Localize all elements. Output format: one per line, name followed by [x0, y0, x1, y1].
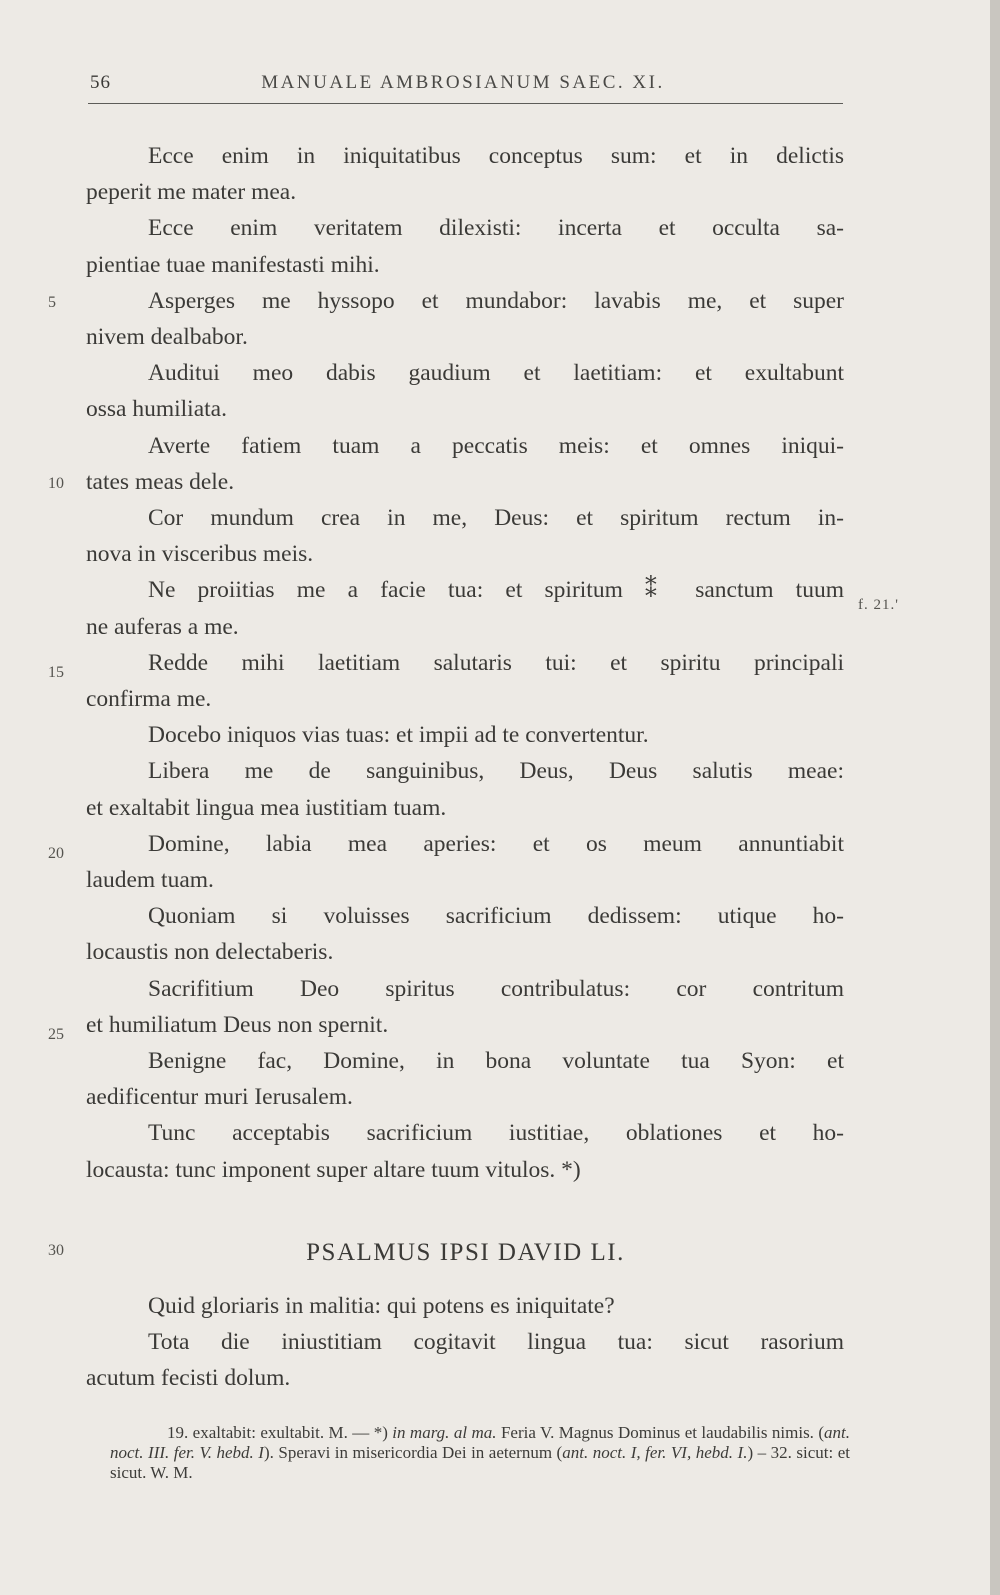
text-line: Tota die iniustitiam cogitavit lingua tua: sicut rasorium — [148, 1329, 844, 1356]
text-line: et exaltabit lingua mea iustitiam tuam. — [86, 794, 447, 821]
verse — [86, 645, 844, 717]
text-line: Libera me de sanguinibus, Deus, Deus salutis meae: — [148, 758, 844, 785]
text-line: Quid gloriaris in malitia: qui potens es iniquitate? — [148, 1293, 615, 1319]
text-line: Benigne fac, Domine, in bona voluntate tua Syon: et — [148, 1048, 844, 1075]
text-line: Tunc acceptabis sacrificium iustitiae, oblationes et ho- — [148, 1120, 844, 1147]
footnote-text: ) – 32. sicut: et sicut. W. M. — [110, 1443, 851, 1482]
footnote — [110, 1423, 850, 1483]
text-line: Sacrifitium Deo spiritus contribulatus: cor contritum — [148, 975, 844, 1002]
verse — [86, 1324, 844, 1396]
verse — [86, 1043, 844, 1115]
verse — [86, 1288, 844, 1324]
line-number: 5 — [48, 294, 56, 311]
line-number: 20 — [48, 845, 64, 862]
text-line: pientiae tuae manifestasti mihi. — [86, 251, 380, 278]
page-edge — [990, 0, 1000, 1595]
text-line: confirma me. — [86, 686, 212, 713]
text-line: et humiliatum Deus non spernit. — [86, 1011, 389, 1038]
text-line: Quoniam si voluisses sacrificium dedissem: utique ho- — [148, 903, 844, 930]
verse — [86, 971, 844, 1043]
text-line: Averte fatiem tuam a peccatis meis: et omnes iniqui- — [148, 432, 844, 459]
folio-margin-note: f. 21.' — [858, 597, 899, 613]
psalm-text-2 — [86, 1288, 844, 1397]
text-line: Ecce enim veritatem dilexisti: incerta et occulta sa- — [148, 215, 844, 242]
text-line: Ecce enim in iniquitatibus conceptus sum: et in delictis — [148, 143, 844, 169]
verse — [86, 428, 844, 500]
verse — [86, 500, 844, 572]
line-number: 25 — [48, 1026, 64, 1043]
text-line: aedificentur muri Ierusalem. — [86, 1084, 353, 1111]
line-number: 10 — [48, 475, 64, 492]
text-line: Auditui meo dabis gaudium et laetitiam: et exultabunt — [148, 360, 844, 387]
verse — [86, 753, 844, 825]
text-line: locausta: tunc imponent super altare tuum vitulos. *) — [86, 1156, 581, 1183]
verse — [86, 1115, 844, 1187]
footnote-italic: in marg. al ma. — [392, 1423, 497, 1442]
verse — [86, 283, 844, 355]
line-number: 15 — [48, 664, 64, 681]
text-line: Ne proiitias me a facie tua: et spiritum ⁑ sanctum tuum — [148, 577, 844, 604]
text-line: Docebo iniquos vias tuas: et impii ad te convertentur. — [148, 722, 649, 749]
verse — [86, 355, 844, 427]
text-line: peperit me mater mea. — [86, 179, 297, 206]
header-rule — [88, 103, 843, 104]
verse — [86, 138, 844, 210]
psalm-text — [86, 138, 844, 1188]
text-line: ne auferas a me. — [86, 613, 239, 640]
psalm-heading: PSALMUS IPSI DAVID LI. — [306, 1239, 625, 1266]
verse — [86, 898, 844, 970]
verse — [86, 572, 844, 644]
running-title: MANUALE AMBROSIANUM SAEC. XI. — [261, 72, 665, 93]
text-line: Cor mundum crea in me, Deus: et spiritum rectum in- — [148, 505, 844, 532]
footnote-italic: ant. noct. I, fer. VI, hebd. I. — [562, 1443, 748, 1462]
footnote-text: Feria V. Magnus Dominus et laudabilis nimis. ( — [496, 1423, 825, 1442]
verse — [86, 210, 844, 282]
verse — [86, 717, 844, 753]
page-number: 56 — [90, 72, 111, 93]
footnote-text: ). Speravi in misericordia Dei in aeternum ( — [263, 1443, 563, 1462]
text-line: locaustis non delectaberis. — [86, 939, 334, 966]
text-line: nivem dealbabor. — [86, 324, 248, 351]
line-number: 30 — [48, 1242, 64, 1259]
footnotes — [110, 1423, 850, 1483]
text-line: nova in visceribus meis. — [86, 541, 314, 568]
text-line: acutum fecisti dolum. — [86, 1365, 291, 1392]
page-header — [88, 72, 843, 102]
footnote-italic: ant. noct. III. fer. V. hebd. I — [110, 1423, 850, 1462]
text-line: Redde mihi laetitiam salutaris tui: et spiritu principali — [148, 649, 844, 676]
text-line: laudem tuam. — [86, 867, 214, 894]
text-line: ossa humiliata. — [86, 396, 227, 423]
text-line: Domine, labia mea aperies: et os meum annuntiabit — [148, 830, 844, 857]
verse — [86, 826, 844, 898]
footnote-text: 19. exaltabit: exultabit. M. — *) — [167, 1423, 393, 1442]
text-line: tates meas dele. — [86, 468, 235, 495]
text-line: Asperges me hyssopo et mundabor: lavabis me, et super — [148, 287, 844, 314]
